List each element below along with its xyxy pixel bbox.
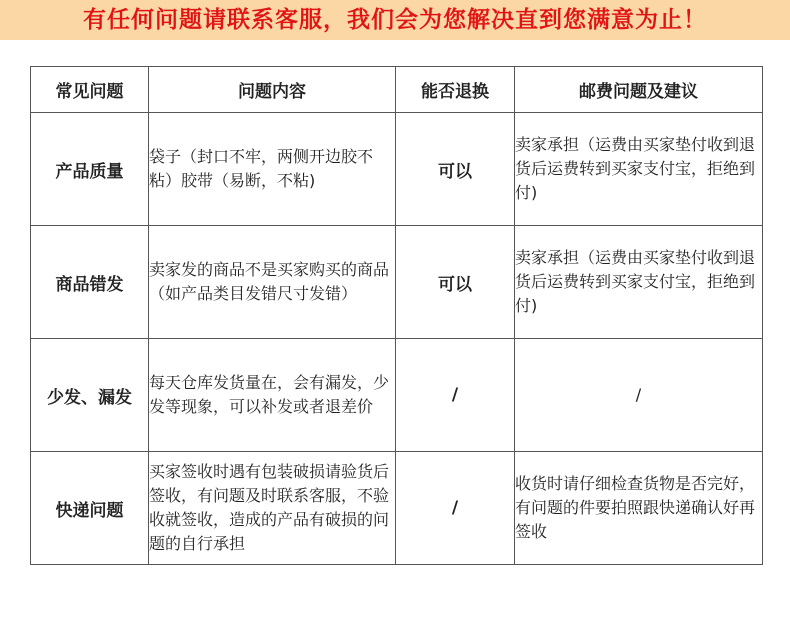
row-content (149, 226, 396, 339)
table-header-row (31, 67, 763, 113)
header-refund-eligibility: 能否退换 (396, 67, 515, 113)
row-advice (515, 452, 763, 565)
row-content-text: 袋子（封口不牢，两侧开边胶不粘）胶带（易断，不粘) (149, 147, 374, 190)
row-advice-text: / (635, 385, 642, 404)
header-shipping-advice: 邮费问题及建议 (515, 67, 763, 113)
row-advice-text: 收货时请仔细检查货物是否完好，有问题的件要拍照跟快递确认好再签收 (515, 474, 756, 541)
row-advice-text: 卖家承担（运费由买家垫付收到退货后运费转到买家支付宝，拒绝到付) (515, 135, 756, 202)
row-content (149, 113, 396, 226)
row-topic: 产品质量 (31, 113, 149, 226)
row-content-text: 每天仓库发货量在，会有漏发，少发等现象，可以补发或者退差价 (149, 373, 390, 416)
row-content (149, 339, 396, 452)
row-topic: 快递问题 (31, 452, 149, 565)
table-row (31, 339, 763, 452)
row-advice-text: 卖家承担（运费由买家垫付收到退货后运费转到买家支付宝，拒绝到付) (515, 248, 756, 315)
row-advice (515, 226, 763, 339)
row-content-text: 买家签收时遇有包装破损请验货后签收，有问题及时联系客服，不验收就签收，造成的产品有破损的问题的自行承担 (149, 462, 390, 553)
banner-title: 有任何问题请联系客服，我们会为您解决直到您满意为止！ (0, 0, 790, 40)
row-topic: 商品错发 (31, 226, 149, 339)
row-advice (515, 339, 763, 452)
row-content (149, 452, 396, 565)
row-advice (515, 113, 763, 226)
header-issue-content: 问题内容 (149, 67, 396, 113)
row-refund: 可以 (396, 226, 515, 339)
table-row (31, 452, 763, 565)
header-common-issue: 常见问题 (31, 67, 149, 113)
row-topic: 少发、漏发 (31, 339, 149, 452)
row-refund: 可以 (396, 113, 515, 226)
row-refund: / (396, 452, 515, 565)
row-refund: / (396, 339, 515, 452)
faq-table (30, 66, 763, 565)
table-row (31, 226, 763, 339)
table-row (31, 113, 763, 226)
row-content-text: 卖家发的商品不是买家购买的商品（如产品类目发错尺寸发错） (149, 260, 390, 303)
